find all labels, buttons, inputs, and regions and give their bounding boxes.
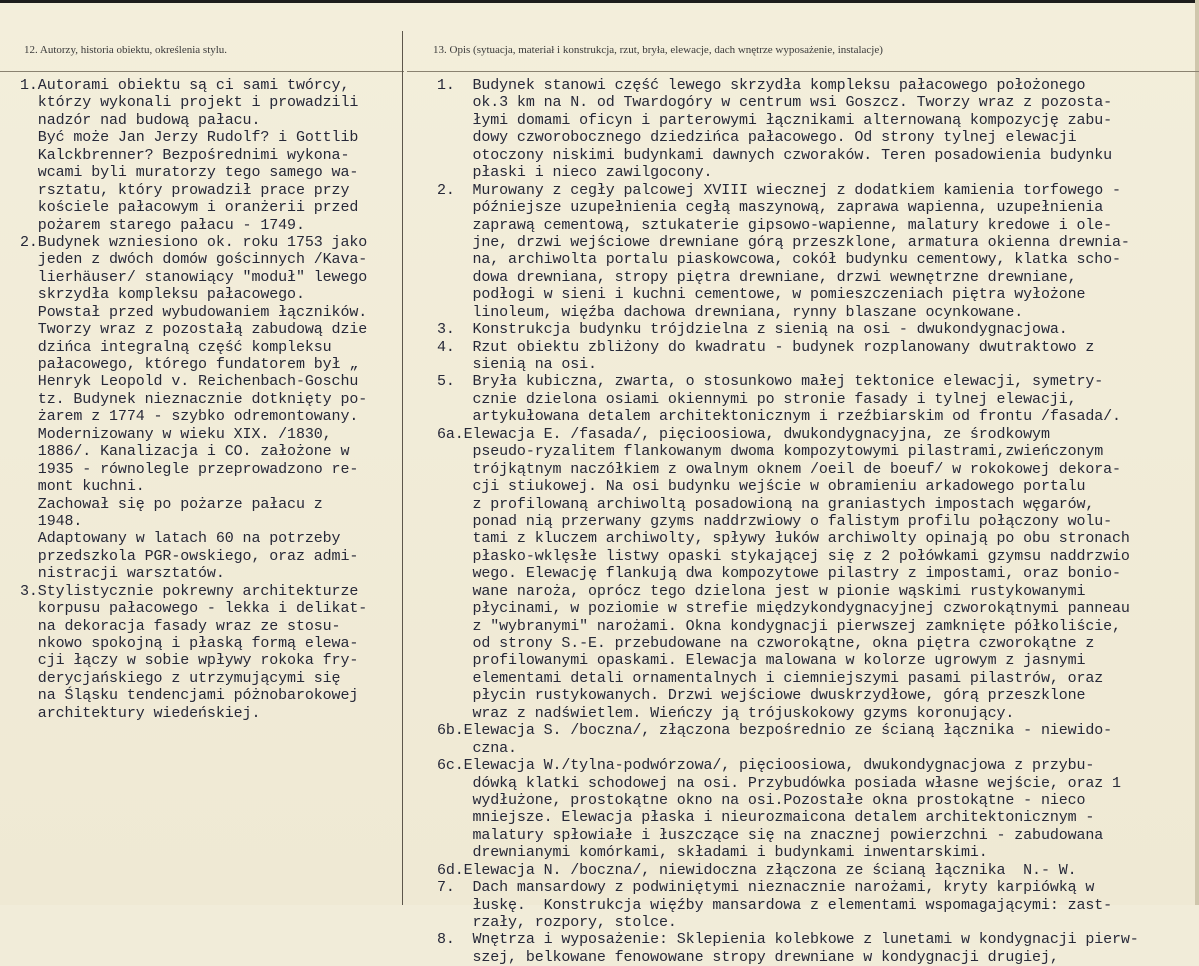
text-line: płycinami, w poziomie w strefie międzykondygnacyjnej czworokątnymi panneau: [437, 600, 1130, 618]
text-line: łymi domami oficyn i parterowymi łącznikami alternowaną kompozycję zabu-: [437, 111, 1112, 129]
text-line: 6c.Elewacja W./tylna-podwórzowa/, pięcioosiowa, dwukondygnacjowa z przybu-: [437, 757, 1095, 775]
text-line: z profilowaną archiwoltą posadowioną na graniastych impostach węgarów,: [437, 495, 1095, 513]
text-line: Zachował się po pożarze pałacu z: [20, 495, 323, 513]
text-line: architektury wiedeńskiej.: [20, 704, 261, 722]
text-line: jeden z dwóch domów gościnnych /Kava-: [20, 251, 368, 269]
text-line: dowy czworobocznego dziedzińca pałacowego. Od strony tylnej elewacji: [437, 129, 1077, 147]
text-line: 6a.Elewacja E. /fasada/, pięcioosiowa, dwukondygnacyjna, ze środkowym: [437, 425, 1050, 443]
authors-history-text: [20, 77, 367, 722]
text-line: czna.: [437, 739, 517, 757]
header-rule-right: [407, 71, 1199, 72]
text-line: łuskę. Konstrukcja więźby mansardowa z elementami wspomagającymi: zast-: [437, 896, 1112, 914]
text-line: którzy wykonali projekt i prowadzili: [20, 94, 359, 112]
text-line: kościele pałacowym i oranżerii przed: [20, 199, 359, 217]
text-line: wcami byli muratorzy tego samego wa-: [20, 164, 359, 182]
text-line: rsztatu, który prowadził prace przy: [20, 181, 350, 199]
text-line: szej, belkowane fenowowane stropy drewniane w kondygnacji drugiej,: [437, 948, 1059, 966]
text-line: korpusu pałacowego - lekka i delikat-: [20, 600, 368, 618]
text-line: dówką klatki schodowej na osi. Przybudówka posiada własne wejście, oraz 1: [437, 774, 1121, 792]
text-line: malatury spłowiałe i łuszczące się na znacznej powierzchni - zabudowana: [437, 826, 1104, 844]
text-line: żarem z 1774 - szybko odremontowany.: [20, 408, 359, 426]
text-line: lierhäuser/ stanowiący "moduł" lewego: [20, 268, 368, 286]
text-line: 7. Dach mansardowy z podwiniętymi nieznacznie narożami, kryty karpiówką w: [437, 879, 1095, 897]
text-line: podłogi w sieni i kuchni cementowe, w pomieszczeniach piętra wyłożone: [437, 286, 1086, 304]
text-line: płaski i nieco zawilgocony.: [437, 164, 713, 182]
text-line: cznie dzielona osiami okiennymi po stronie fasady i tylnej elewacji,: [437, 390, 1077, 408]
text-line: 5. Bryła kubiczna, zwarta, o stosunkowo małej tektonice elewacji, symetry-: [437, 373, 1104, 391]
text-line: wego. Elewację flankują dwa kompozytowe pilastry z impostami, oraz bonio-: [437, 565, 1121, 583]
text-line: Tworzy wraz z pozostałą zabudową dzie: [20, 321, 368, 339]
text-line: dowa drewniana, stropy piętra drewniane, drzwi wewnętrzne drewniane,: [437, 268, 1077, 286]
text-line: na dekoracja fasady wraz ze stosu-: [20, 617, 341, 635]
text-line: 4. Rzut obiektu zbliżony do kwadratu - budynek rozplanowany dwutraktowo z: [437, 338, 1095, 356]
text-line: derycjańskiego z utrzymującymi się: [20, 669, 341, 687]
section-12-header: 12. Autorzy, historia obiektu, określenia stylu.: [24, 44, 228, 56]
text-line: 1.Autorami obiektu są ci sami twórcy,: [20, 77, 350, 94]
text-line: pałacowego, którego fundatorem był „: [20, 356, 359, 373]
text-line: rzały, rozpory, stolce.: [437, 914, 677, 931]
text-line: 6d.Elewacja N. /boczna/, niewidoczna złączona ze ścianą łącznika N.- W.: [437, 861, 1077, 879]
text-line: profilowanymi opaskami. Elewacja malowana w kolorze ugrowym z jasnymi: [437, 652, 1086, 670]
text-line: linoleum, więźba dachowa drewniana, rynny blaszane ocynkowane.: [437, 303, 1024, 321]
text-line: 2. Murowany z cegły palcowej XVIII wiecznej z dodatkiem kamienia torfowego -: [437, 181, 1121, 199]
text-line: sienią na osi.: [437, 356, 597, 373]
text-line: pseudo-ryzalitem flankowanym dwoma kompozytowymi pilastrami,zwieńczonym: [437, 443, 1104, 461]
text-line: skrzydła kompleksu pałacowego.: [20, 286, 305, 304]
text-line: 1935 - równolegle przeprowadzono re-: [20, 460, 359, 478]
text-line: 1. Budynek stanowi część lewego skrzydła kompleksu pałacowego położonego: [437, 77, 1086, 94]
text-line: elementami detali ornamentalnych i ciemniejszymi pasami pilastrów, oraz: [437, 669, 1104, 687]
text-line: 8. Wnętrza i wyposażenie: Sklepienia kolebkowe z lunetami w kondygnacji pierw-: [437, 931, 1139, 949]
text-line: drewnianymi komórkami, składami i budynkami inwentarskimi.: [437, 844, 988, 862]
text-line: ponad nią przerwany gzyms naddrzwiowy o falistym profilu połączony wolu-: [437, 512, 1112, 530]
text-line: mont kuchni.: [20, 478, 145, 496]
text-line: cji łączy w sobie wpływy rokoka fry-: [20, 652, 359, 670]
text-line: mniejsze. Elewacja płaska i nieurozmaicona detalem architektonicznym -: [437, 809, 1095, 827]
text-line: nistracji warsztatów.: [20, 565, 225, 583]
text-line: Być może Jan Jerzy Rudolf? i Gottlib: [20, 129, 359, 147]
text-line: 3. Konstrukcja budynku trójdzielna z sienią na osi - dwukondygnacjowa.: [437, 321, 1068, 339]
text-line: cji stiukowej. Na osi budynku wejście w obramieniu arkadowego portalu: [437, 478, 1086, 496]
text-line: płasko-wklęsłe listwy opaski stykającej się z 2 połówkami gzymsu naddrzwio: [437, 547, 1130, 565]
text-line: od strony S.-E. przebudowane na czworokątne, okna piętra czworokątne z: [437, 635, 1095, 652]
text-line: 2.Budynek wzniesiono ok. roku 1753 jako: [20, 233, 368, 251]
top-edge: [0, 0, 1199, 3]
text-line: nkowo spokojną i płaską formą elewa-: [20, 635, 359, 652]
text-line: dzińca integralną część kompleksu: [20, 338, 332, 356]
text-line: tz. Budynek nieznacznie dotknięty po-: [20, 390, 368, 408]
text-line: Adaptowany w latach 60 na potrzeby: [20, 530, 341, 548]
right-edge: [1195, 0, 1199, 905]
column-divider: [402, 31, 403, 905]
text-line: z "wybranymi" narożami. Okna kondygnacji pierwszej zamknięte półkoliście,: [437, 617, 1121, 635]
text-line: późniejsze uzupełnienia cegłą maszynową, zaprawa wapienna, uzupełnienia: [437, 199, 1104, 217]
text-line: Powstał przed wybudowaniem łączników.: [20, 303, 368, 321]
text-line: wydłużone, prostokątne okno na osi.Pozostałe okna prostokątne - nieco: [437, 791, 1086, 809]
text-line: wraz z nadświetlem. Wieńczy ją trójuskokowy gzyms koronujący.: [437, 704, 1015, 722]
text-line: 1948.: [20, 512, 83, 530]
text-line: wane naroża, oprócz tego dzielona jest w pionie wąskimi rustykowanymi: [437, 582, 1086, 600]
text-line: jne, drzwi wejściowe drewniane górą przeszklone, armatura okienna drewnia-: [437, 233, 1130, 251]
text-line: nadzór nad budową pałacu.: [20, 111, 261, 129]
text-line: otoczony niskimi budynkami dawnych czworaków. Teren posadowienia budynku: [437, 146, 1112, 164]
text-line: płycin rustykowanych. Drzwi wejściowe dwuskrzydłowe, górą przeszklone: [437, 687, 1086, 705]
text-line: tami z kluczem archiwolty, spływy łuków archiwolty opinają po obu stronach: [437, 530, 1130, 548]
text-line: artykułowana detalem architektonicznym i rzeźbiarskim od frontu /fasada/.: [437, 408, 1121, 426]
text-line: trójkątnym naczółkiem z owalnym oknem /oeil de boeuf/ w rokokowej dekora-: [437, 460, 1121, 478]
description-text: [437, 77, 1139, 966]
text-line: na Śląsku tendencjami póżnobarokowej: [20, 687, 359, 705]
text-line: na, archiwolta portalu piaskowcowa, cokół budynku cementowy, klatka scho-: [437, 251, 1121, 269]
text-line: Kalckbrenner? Bezpośrednimi wykona-: [20, 146, 350, 164]
text-line: 3.Stylistycznie pokrewny architekturze: [20, 582, 359, 600]
text-line: przedszkola PGR-owskiego, oraz admi-: [20, 547, 359, 565]
text-line: Modernizowany w wieku XIX. /1830,: [20, 425, 332, 443]
section-13-header: 13. Opis (sytuacja, materiał i konstrukcja, rzut, bryła, elewacje, dach wnętrze wyposażenie, instalacje): [433, 44, 883, 56]
text-line: zaprawą cementową, sztukaterie gipsowo-wapienne, malatury kredowe i ole-: [437, 216, 1112, 234]
header-rule-left: [0, 71, 404, 72]
text-line: 6b.Elewacja S. /boczna/, złączona bezpośrednio ze ścianą łącznika - niewido-: [437, 722, 1112, 740]
text-line: 1886/. Kanalizacja i CO. założone w: [20, 443, 350, 461]
text-line: ok.3 km na N. od Twardogóry w centrum wsi Goszcz. Tworzy wraz z pozosta-: [437, 94, 1112, 112]
text-line: pożarem starego pałacu - 1749.: [20, 216, 305, 234]
text-line: Henryk Leopold v. Reichenbach-Goschu: [20, 373, 359, 391]
